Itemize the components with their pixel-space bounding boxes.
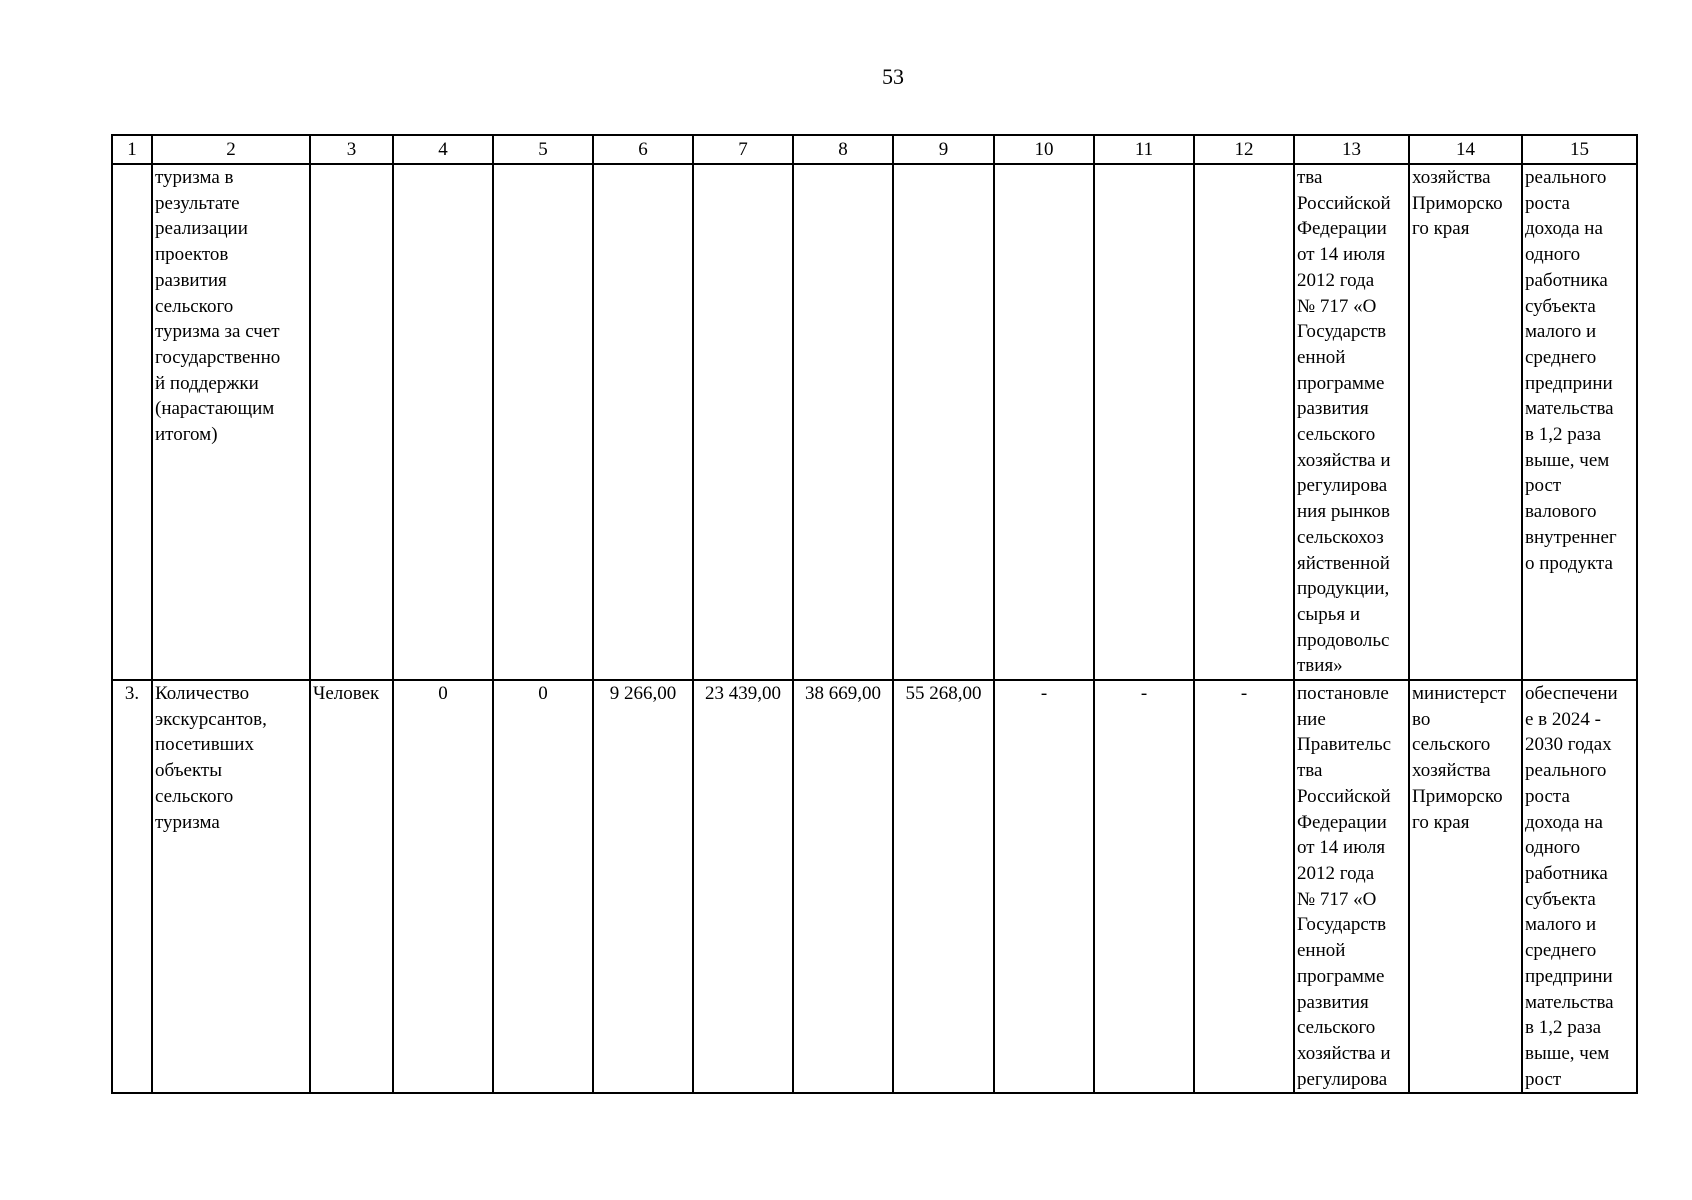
value-cell [493, 164, 593, 680]
column-number: 14 [1409, 135, 1522, 164]
value-cell [693, 164, 793, 680]
value-cell [793, 164, 893, 680]
value-cell: 0 [493, 680, 593, 1093]
indicator-name-cell: туризма в результате реализации проектов развития сельского туризма за счет государственно й поддержки (нарастающим итогом) [152, 164, 310, 680]
value-cell: 23 439,00 [693, 680, 793, 1093]
indicator-name-cell: Количество экскурсантов, посетивших объекты сельского туризма [152, 680, 310, 1093]
value-cell [893, 164, 994, 680]
goal-link-cell: реального роста дохода на одного работника субъекта малого и среднего предприни мательства в 1,2 раза выше, чем рост валового внутреннег о продукта [1522, 164, 1637, 680]
column-number: 2 [152, 135, 310, 164]
row-number-cell: 3. [112, 680, 152, 1093]
value-cell: - [1194, 680, 1294, 1093]
row-number-cell [112, 164, 152, 680]
value-cell: 0 [393, 680, 493, 1093]
value-cell [1194, 164, 1294, 680]
value-cell: - [1094, 680, 1194, 1093]
column-number: 13 [1294, 135, 1409, 164]
responsible-cell: министерст во сельского хозяйства Приморско го края [1409, 680, 1522, 1093]
value-cell [1094, 164, 1194, 680]
column-number: 5 [493, 135, 593, 164]
column-number: 7 [693, 135, 793, 164]
value-cell: 9 266,00 [593, 680, 693, 1093]
column-number: 12 [1194, 135, 1294, 164]
value-cell [994, 164, 1094, 680]
responsible-cell: хозяйства Приморско го края [1409, 164, 1522, 680]
value-cell: 38 669,00 [793, 680, 893, 1093]
column-number: 15 [1522, 135, 1637, 164]
document-basis-cell: постановле ние Правительс тва Российской Федерации от 14 июля 2012 года № 717 «О Государств енной программе развития сельского хозяйства и регулирова [1294, 680, 1409, 1093]
goal-link-cell: обеспечени е в 2024 - 2030 годах реального роста дохода на одного работника субъекта малого и среднего предприни мательства в 1,2 раза выше, чем рост [1522, 680, 1637, 1093]
value-cell [593, 164, 693, 680]
column-number: 11 [1094, 135, 1194, 164]
column-number: 1 [112, 135, 152, 164]
indicators-table [111, 134, 1638, 1094]
unit-cell [310, 164, 393, 680]
column-number: 4 [393, 135, 493, 164]
document-basis-cell: тва Российской Федерации от 14 июля 2012 года № 717 «О Государств енной программе развития сельского хозяйства и регулирова ния рынков сельскохоз яйственной продукции, сырья и продовольс твия» [1294, 164, 1409, 680]
column-number: 6 [593, 135, 693, 164]
value-cell: 55 268,00 [893, 680, 994, 1093]
column-number: 9 [893, 135, 994, 164]
value-cell [393, 164, 493, 680]
column-number: 3 [310, 135, 393, 164]
column-number: 10 [994, 135, 1094, 164]
value-cell: - [994, 680, 1094, 1093]
unit-cell: Человек [310, 680, 393, 1093]
column-number: 8 [793, 135, 893, 164]
table-row-3 [112, 680, 1637, 1093]
page-number: 53 [882, 64, 904, 89]
column-number-row [112, 135, 1637, 164]
table-row-continuation [112, 164, 1637, 680]
